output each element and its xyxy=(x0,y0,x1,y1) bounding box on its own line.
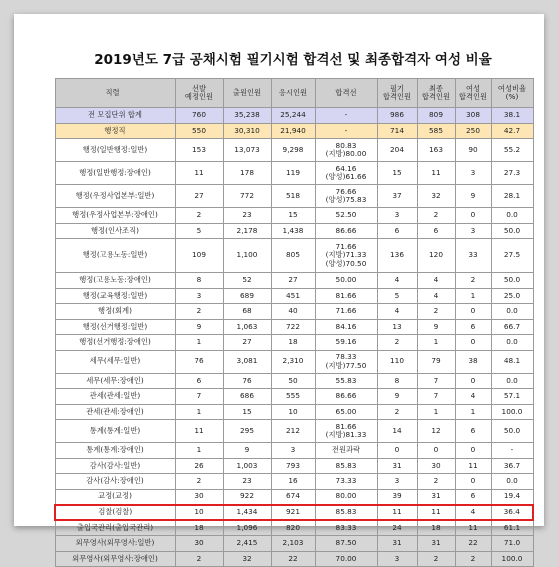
female-ratio-cell: 100.0 xyxy=(491,404,533,420)
cutoff-cell: 59.16 xyxy=(315,335,377,351)
series-name-cell: 행정(선거행정:일반) xyxy=(55,319,175,335)
examinees-cell: 212 xyxy=(271,420,315,443)
applicants-cell: 9 xyxy=(223,443,271,459)
final-pass-cell: 809 xyxy=(417,108,455,124)
table-row xyxy=(55,373,533,389)
results-table-container xyxy=(54,78,532,567)
cutoff-cell-line: (지방)77.50 xyxy=(325,360,367,370)
written-pass-cell: 37 xyxy=(377,185,417,208)
applicants-cell: 772 xyxy=(223,185,271,208)
written-pass-cell: 15 xyxy=(377,162,417,185)
examinees-cell: 16 xyxy=(271,474,315,490)
cutoff-cell: 84.16 xyxy=(315,319,377,335)
table-row xyxy=(55,389,533,405)
series-name-cell: 감사(감사:일반) xyxy=(55,458,175,474)
header-written-pass-line: 합격인원 xyxy=(382,92,412,101)
female-ratio-cell: 100.0 xyxy=(491,551,533,567)
highlighted-row xyxy=(55,505,533,521)
planned-cell: 1 xyxy=(175,404,223,420)
written-pass-cell: 31 xyxy=(377,458,417,474)
female-ratio-cell: 25.0 xyxy=(491,288,533,304)
applicants-cell: 2,415 xyxy=(223,536,271,552)
cutoff-cell-line: 81.66 xyxy=(335,421,357,431)
table-row xyxy=(55,185,533,208)
examinees-cell: 9,298 xyxy=(271,139,315,162)
applicants-cell: 686 xyxy=(223,389,271,405)
female-pass-cell: 0 xyxy=(455,304,491,320)
planned-cell: 2 xyxy=(175,304,223,320)
examinees-cell: 50 xyxy=(271,373,315,389)
results-table xyxy=(54,78,534,567)
cutoff-cell xyxy=(315,185,377,208)
written-pass-cell: 2 xyxy=(377,335,417,351)
female-pass-cell: 2 xyxy=(455,551,491,567)
cutoff-cell-line: 64.16 xyxy=(335,163,357,173)
applicants-cell: 76 xyxy=(223,373,271,389)
cutoff-cell xyxy=(315,162,377,185)
female-pass-cell: 38 xyxy=(455,350,491,373)
written-pass-cell: 24 xyxy=(377,520,417,536)
written-pass-cell: 110 xyxy=(377,350,417,373)
examinees-cell: 22 xyxy=(271,551,315,567)
series-name-cell: 세무(세무:장애인) xyxy=(55,373,175,389)
table-row xyxy=(55,404,533,420)
written-pass-cell: 2 xyxy=(377,404,417,420)
planned-cell: 27 xyxy=(175,185,223,208)
planned-cell: 7 xyxy=(175,389,223,405)
female-ratio-cell: 27.3 xyxy=(491,162,533,185)
planned-cell: 3 xyxy=(175,288,223,304)
final-pass-cell: 79 xyxy=(417,350,455,373)
final-pass-cell: 2 xyxy=(417,474,455,490)
female-ratio-cell: 66.7 xyxy=(491,319,533,335)
applicants-cell: 1,434 xyxy=(223,505,271,521)
applicants-cell: 1,096 xyxy=(223,520,271,536)
series-name-cell: 행정(고용노동:일반) xyxy=(55,239,175,273)
planned-cell: 1 xyxy=(175,335,223,351)
table-row xyxy=(55,536,533,552)
cutoff-cell: 52.50 xyxy=(315,208,377,224)
examinees-cell: 3 xyxy=(271,443,315,459)
cutoff-cell-line: (지방)81.33 xyxy=(325,430,367,439)
table-header xyxy=(55,79,533,108)
final-pass-cell: 2 xyxy=(417,551,455,567)
header-female-pass-line: 여성 xyxy=(465,83,481,93)
female-ratio-cell: 27.5 xyxy=(491,239,533,273)
header-planned xyxy=(175,79,223,108)
written-pass-cell: 136 xyxy=(377,239,417,273)
cutoff-cell-line: 71.66 xyxy=(335,242,357,252)
female-ratio-cell: 50.0 xyxy=(491,420,533,443)
cutoff-cell: 86.66 xyxy=(315,223,377,239)
cutoff-cell: - xyxy=(315,108,377,124)
female-ratio-cell: 61.1 xyxy=(491,520,533,536)
female-ratio-cell: 50.0 xyxy=(491,273,533,289)
written-pass-cell: 8 xyxy=(377,373,417,389)
header-cutoff: 합격선 xyxy=(315,79,377,108)
female-pass-cell: 4 xyxy=(455,505,491,521)
examinees-cell: 2,103 xyxy=(271,536,315,552)
header-planned-line: 선발 xyxy=(191,83,207,93)
planned-cell: 11 xyxy=(175,420,223,443)
examinees-cell: 722 xyxy=(271,319,315,335)
female-ratio-cell: 19.4 xyxy=(491,489,533,505)
applicants-cell: 35,238 xyxy=(223,108,271,124)
table-body xyxy=(55,108,533,567)
female-ratio-cell: 42.7 xyxy=(491,123,533,139)
planned-cell: 153 xyxy=(175,139,223,162)
header-female-pass-line: 합격인원 xyxy=(458,92,488,101)
series-name-cell: 관세(관세:장애인) xyxy=(55,404,175,420)
planned-cell: 2 xyxy=(175,474,223,490)
female-ratio-cell: 36.4 xyxy=(491,505,533,521)
header-final-pass-line: 합격인원 xyxy=(421,92,451,101)
table-row xyxy=(55,223,533,239)
series-name-cell: 외무영사(외무영사:장애인) xyxy=(55,551,175,567)
cutoff-cell: 83.33 xyxy=(315,520,377,536)
series-name-cell: 행정(우정사업본부:일반) xyxy=(55,185,175,208)
planned-cell: 9 xyxy=(175,319,223,335)
table-row xyxy=(55,288,533,304)
cutoff-cell: 87.50 xyxy=(315,536,377,552)
final-pass-cell: 31 xyxy=(417,489,455,505)
final-pass-cell: 12 xyxy=(417,420,455,443)
written-pass-cell: 0 xyxy=(377,443,417,459)
planned-cell: 11 xyxy=(175,162,223,185)
cutoff-cell: 85.83 xyxy=(315,505,377,521)
applicants-cell: 68 xyxy=(223,304,271,320)
cutoff-cell-line: 78.33 xyxy=(335,352,357,362)
header-female-pass xyxy=(455,79,491,108)
applicants-cell: 1,100 xyxy=(223,239,271,273)
examinees-cell: 21,940 xyxy=(271,123,315,139)
header-written-pass-line: 필기 xyxy=(389,83,405,93)
female-pass-cell: 0 xyxy=(455,474,491,490)
planned-cell: 10 xyxy=(175,505,223,521)
examinees-cell: 805 xyxy=(271,239,315,273)
examinees-cell: 793 xyxy=(271,458,315,474)
table-row xyxy=(55,335,533,351)
series-name-cell: 전 모집단위 합계 xyxy=(55,108,175,124)
series-name-cell: 외무영사(외무영사:일반) xyxy=(55,536,175,552)
female-pass-cell: 33 xyxy=(455,239,491,273)
written-pass-cell: 4 xyxy=(377,273,417,289)
cutoff-cell: 50.00 xyxy=(315,273,377,289)
applicants-cell: 27 xyxy=(223,335,271,351)
final-pass-cell: 11 xyxy=(417,505,455,521)
table-row xyxy=(55,474,533,490)
female-pass-cell: 9 xyxy=(455,185,491,208)
examinees-cell: 555 xyxy=(271,389,315,405)
final-pass-cell: 1 xyxy=(417,404,455,420)
cutoff-cell: 65.00 xyxy=(315,404,377,420)
final-pass-cell: 0 xyxy=(417,443,455,459)
applicants-cell: 23 xyxy=(223,474,271,490)
cutoff-cell: 55.83 xyxy=(315,373,377,389)
applicants-cell: 13,073 xyxy=(223,139,271,162)
female-pass-cell: 11 xyxy=(455,458,491,474)
written-pass-cell: 6 xyxy=(377,223,417,239)
series-name-cell: 행정(회계) xyxy=(55,304,175,320)
female-pass-cell: 1 xyxy=(455,404,491,420)
female-ratio-cell: 0.0 xyxy=(491,335,533,351)
written-pass-cell: 31 xyxy=(377,536,417,552)
examinees-cell: 921 xyxy=(271,505,315,521)
examinees-cell: 674 xyxy=(271,489,315,505)
planned-cell: 760 xyxy=(175,108,223,124)
female-pass-cell: 11 xyxy=(455,520,491,536)
final-pass-cell: 32 xyxy=(417,185,455,208)
cutoff-cell: 전원과락 xyxy=(315,443,377,459)
series-name-cell: 세무(세무:일반) xyxy=(55,350,175,373)
table-row xyxy=(55,551,533,567)
examinees-cell: 451 xyxy=(271,288,315,304)
planned-cell: 6 xyxy=(175,373,223,389)
female-ratio-cell: 48.1 xyxy=(491,350,533,373)
planned-cell: 30 xyxy=(175,489,223,505)
cutoff-cell: 86.66 xyxy=(315,389,377,405)
written-pass-cell: 4 xyxy=(377,304,417,320)
written-pass-cell: 13 xyxy=(377,319,417,335)
final-pass-cell: 4 xyxy=(417,288,455,304)
cutoff-cell: 71.66 xyxy=(315,304,377,320)
total-row xyxy=(55,108,533,124)
table-row xyxy=(55,520,533,536)
final-pass-cell: 18 xyxy=(417,520,455,536)
cutoff-cell-line: (지방)80.00 xyxy=(325,149,367,158)
female-pass-cell: 3 xyxy=(455,162,491,185)
table-row xyxy=(55,443,533,459)
written-pass-cell: 3 xyxy=(377,474,417,490)
planned-cell: 109 xyxy=(175,239,223,273)
examinees-cell: 2,310 xyxy=(271,350,315,373)
applicants-cell: 689 xyxy=(223,288,271,304)
series-name-cell: 교정(교정) xyxy=(55,489,175,505)
cutoff-cell-line: (양성)70.50 xyxy=(325,258,367,268)
header-final-pass-line: 최종 xyxy=(428,83,444,93)
final-pass-cell: 2 xyxy=(417,304,455,320)
cutoff-cell: 80.00 xyxy=(315,489,377,505)
series-name-cell: 출입국관리(출입국관리) xyxy=(55,520,175,536)
cutoff-cell: 85.83 xyxy=(315,458,377,474)
applicants-cell: 23 xyxy=(223,208,271,224)
table-row xyxy=(55,139,533,162)
table-row xyxy=(55,420,533,443)
table-row xyxy=(55,239,533,273)
written-pass-cell: 714 xyxy=(377,123,417,139)
written-pass-cell: 11 xyxy=(377,505,417,521)
final-pass-cell: 2 xyxy=(417,208,455,224)
female-ratio-cell: 71.0 xyxy=(491,536,533,552)
examinees-cell: 25,244 xyxy=(271,108,315,124)
planned-cell: 26 xyxy=(175,458,223,474)
planned-cell: 1 xyxy=(175,443,223,459)
series-name-cell: 행정(인사조직) xyxy=(55,223,175,239)
series-name-cell: 행정(일반행정:장애인) xyxy=(55,162,175,185)
subtotal-row xyxy=(55,123,533,139)
cutoff-cell: - xyxy=(315,123,377,139)
final-pass-cell: 585 xyxy=(417,123,455,139)
header-final-pass xyxy=(417,79,455,108)
written-pass-cell: 14 xyxy=(377,420,417,443)
series-name-cell: 행정(우정사업본부:장애인) xyxy=(55,208,175,224)
examinees-cell: 820 xyxy=(271,520,315,536)
planned-cell: 2 xyxy=(175,208,223,224)
female-ratio-cell: 0.0 xyxy=(491,474,533,490)
final-pass-cell: 6 xyxy=(417,223,455,239)
female-pass-cell: 0 xyxy=(455,335,491,351)
written-pass-cell: 9 xyxy=(377,389,417,405)
female-ratio-cell: 57.1 xyxy=(491,389,533,405)
female-ratio-cell: 28.1 xyxy=(491,185,533,208)
final-pass-cell: 163 xyxy=(417,139,455,162)
document-title: 2019년도 7급 공채시험 필기시험 합격선 및 최종합격자 여성 비율 xyxy=(94,52,492,68)
table-row xyxy=(55,208,533,224)
written-pass-cell: 986 xyxy=(377,108,417,124)
final-pass-cell: 7 xyxy=(417,373,455,389)
series-name-cell: 검찰(검찰) xyxy=(55,505,175,521)
female-pass-cell: 2 xyxy=(455,273,491,289)
planned-cell: 2 xyxy=(175,551,223,567)
female-pass-cell: 6 xyxy=(455,489,491,505)
document-page xyxy=(14,14,544,563)
cutoff-cell-line: 76.66 xyxy=(335,186,357,196)
written-pass-cell: 5 xyxy=(377,288,417,304)
cutoff-cell-line: 80.83 xyxy=(335,140,357,150)
applicants-cell: 295 xyxy=(223,420,271,443)
planned-cell: 8 xyxy=(175,273,223,289)
examinees-cell: 10 xyxy=(271,404,315,420)
final-pass-cell: 7 xyxy=(417,389,455,405)
examinees-cell: 27 xyxy=(271,273,315,289)
cutoff-cell xyxy=(315,420,377,443)
examinees-cell: 1,438 xyxy=(271,223,315,239)
female-pass-cell: 3 xyxy=(455,223,491,239)
header-planned-line: 예정인원 xyxy=(184,92,214,101)
series-name-cell: 행정(교육행정:일반) xyxy=(55,288,175,304)
female-ratio-cell: 0.0 xyxy=(491,304,533,320)
female-pass-cell: 250 xyxy=(455,123,491,139)
cutoff-cell-line: (지방)71.33 xyxy=(325,250,367,260)
applicants-cell: 922 xyxy=(223,489,271,505)
female-pass-cell: 0 xyxy=(455,443,491,459)
female-ratio-cell: 38.1 xyxy=(491,108,533,124)
series-name-cell: 행정직 xyxy=(55,123,175,139)
table-row xyxy=(55,319,533,335)
examinees-cell: 15 xyxy=(271,208,315,224)
planned-cell: 550 xyxy=(175,123,223,139)
female-pass-cell: 308 xyxy=(455,108,491,124)
final-pass-cell: 30 xyxy=(417,458,455,474)
series-name-cell: 행정(고용노동:장애인) xyxy=(55,273,175,289)
female-pass-cell: 6 xyxy=(455,319,491,335)
written-pass-cell: 3 xyxy=(377,551,417,567)
written-pass-cell: 3 xyxy=(377,208,417,224)
header-examinees: 응시인원 xyxy=(271,79,315,108)
cutoff-cell xyxy=(315,139,377,162)
table-row xyxy=(55,350,533,373)
cutoff-cell xyxy=(315,239,377,273)
cutoff-cell-line: (양성)61.66 xyxy=(325,172,367,181)
female-pass-cell: 1 xyxy=(455,288,491,304)
written-pass-cell: 204 xyxy=(377,139,417,162)
series-name-cell: 통계(통계:장애인) xyxy=(55,443,175,459)
planned-cell: 76 xyxy=(175,350,223,373)
applicants-cell: 3,081 xyxy=(223,350,271,373)
female-pass-cell: 0 xyxy=(455,373,491,389)
female-pass-cell: 0 xyxy=(455,208,491,224)
written-pass-cell: 39 xyxy=(377,489,417,505)
header-written-pass xyxy=(377,79,417,108)
planned-cell: 18 xyxy=(175,520,223,536)
cutoff-cell: 70.00 xyxy=(315,551,377,567)
series-name-cell: 관세(관세:일반) xyxy=(55,389,175,405)
applicants-cell: 178 xyxy=(223,162,271,185)
female-pass-cell: 90 xyxy=(455,139,491,162)
examinees-cell: 518 xyxy=(271,185,315,208)
table-row xyxy=(55,162,533,185)
cutoff-cell: 81.66 xyxy=(315,288,377,304)
final-pass-cell: 4 xyxy=(417,273,455,289)
female-ratio-cell: 36.7 xyxy=(491,458,533,474)
female-ratio-cell: 0.0 xyxy=(491,373,533,389)
examinees-cell: 18 xyxy=(271,335,315,351)
table-row xyxy=(55,489,533,505)
female-ratio-cell: - xyxy=(491,443,533,459)
header-applicants: 출원인원 xyxy=(223,79,271,108)
table-row xyxy=(55,304,533,320)
series-name-cell: 통계(통계:일반) xyxy=(55,420,175,443)
planned-cell: 5 xyxy=(175,223,223,239)
applicants-cell: 30,310 xyxy=(223,123,271,139)
table-row xyxy=(55,458,533,474)
female-ratio-cell: 50.0 xyxy=(491,223,533,239)
final-pass-cell: 120 xyxy=(417,239,455,273)
series-name-cell: 행정(선거행정:장애인) xyxy=(55,335,175,351)
female-pass-cell: 6 xyxy=(455,420,491,443)
applicants-cell: 1,003 xyxy=(223,458,271,474)
header-female-ratio-line: (%) xyxy=(505,92,519,101)
table-row xyxy=(55,273,533,289)
final-pass-cell: 9 xyxy=(417,319,455,335)
examinees-cell: 40 xyxy=(271,304,315,320)
header-series: 직렬 xyxy=(55,79,175,108)
cutoff-cell-line: (양성)75.83 xyxy=(325,195,367,204)
header-female-ratio-line: 여성비율 xyxy=(497,83,527,93)
series-name-cell: 행정(일반행정:일반) xyxy=(55,139,175,162)
applicants-cell: 2,178 xyxy=(223,223,271,239)
final-pass-cell: 1 xyxy=(417,335,455,351)
header-row xyxy=(55,79,533,108)
planned-cell: 30 xyxy=(175,536,223,552)
applicants-cell: 32 xyxy=(223,551,271,567)
applicants-cell: 1,063 xyxy=(223,319,271,335)
applicants-cell: 15 xyxy=(223,404,271,420)
female-ratio-cell: 0.0 xyxy=(491,208,533,224)
final-pass-cell: 11 xyxy=(417,162,455,185)
cutoff-cell xyxy=(315,350,377,373)
applicants-cell: 52 xyxy=(223,273,271,289)
final-pass-cell: 31 xyxy=(417,536,455,552)
female-pass-cell: 4 xyxy=(455,389,491,405)
header-female-ratio xyxy=(491,79,533,108)
cutoff-cell: 73.33 xyxy=(315,474,377,490)
series-name-cell: 감사(감사:장애인) xyxy=(55,474,175,490)
female-ratio-cell: 55.2 xyxy=(491,139,533,162)
examinees-cell: 119 xyxy=(271,162,315,185)
female-pass-cell: 22 xyxy=(455,536,491,552)
